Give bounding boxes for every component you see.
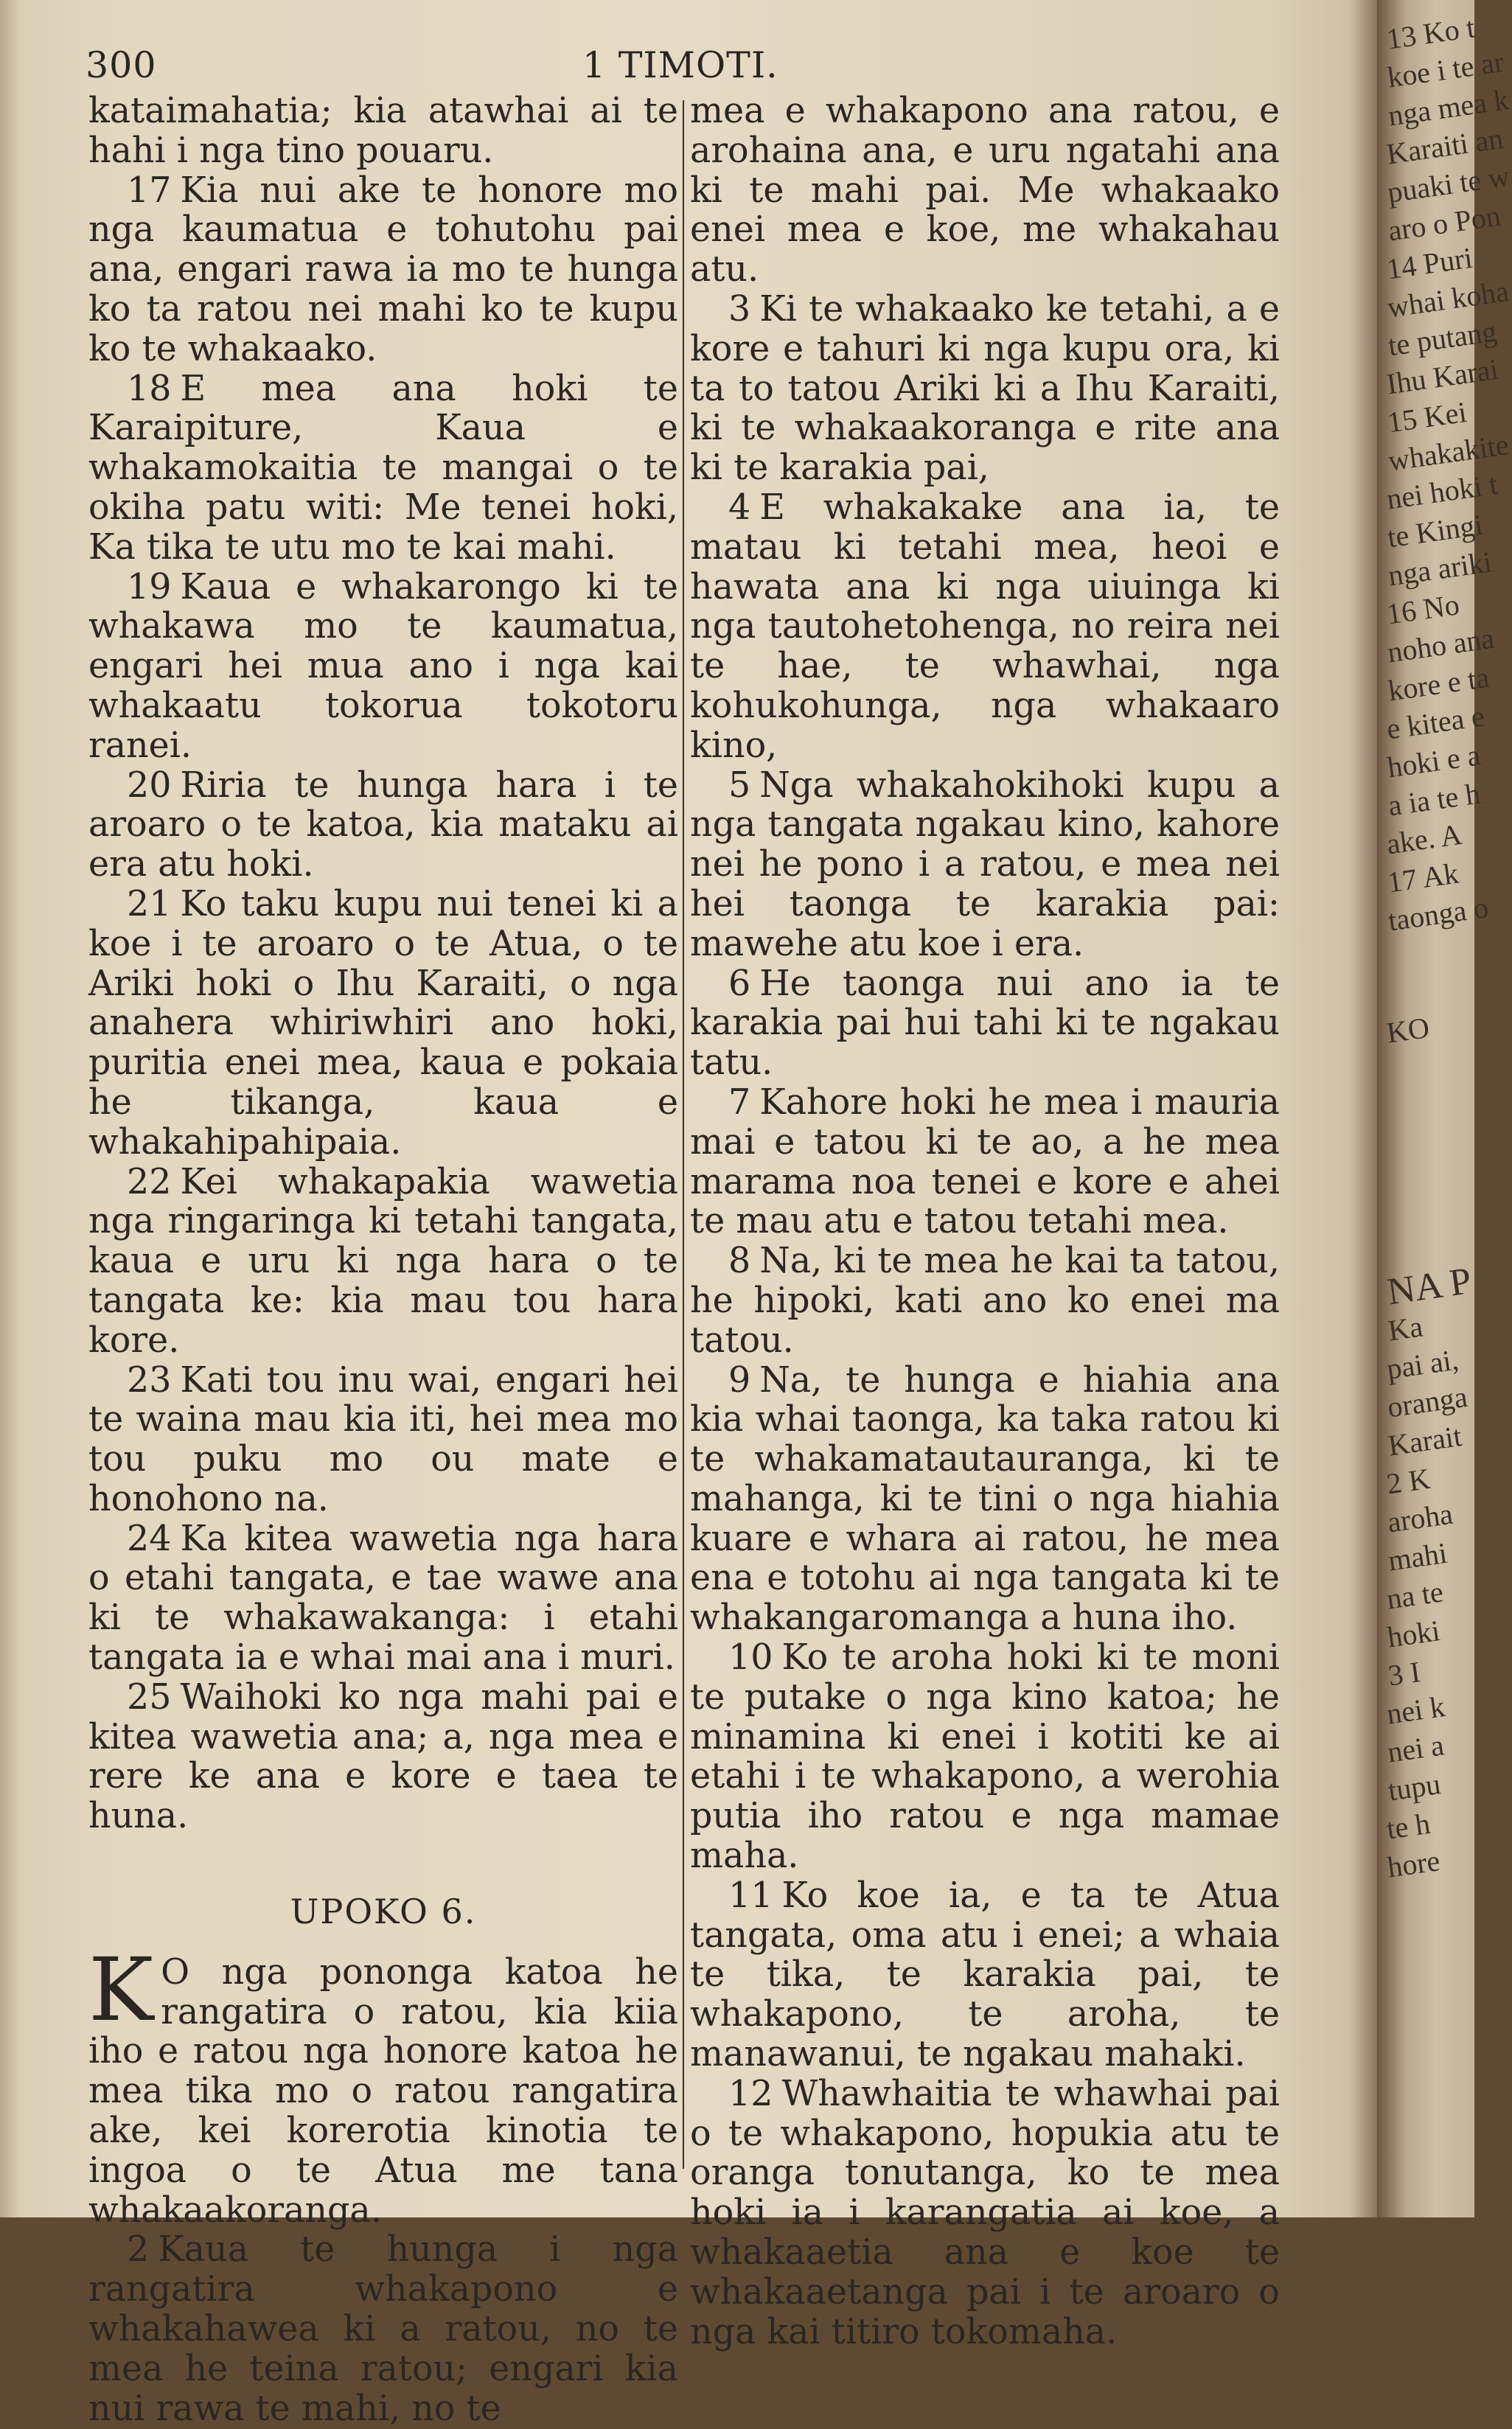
verse-18 (88, 369, 678, 568)
facing-page-edge (1377, 0, 1512, 2217)
facing-page-fragment: 17 Ak (1385, 856, 1461, 899)
chapter-verse-1-text: O nga pononga katoa he rangatira o ratou, kia kiia iho e ratou nga honore katoa he mea tika mo o ratou rangatira ake, kei korerotia kinotia te ingoa o te Atua me tana whakaakoranga. (88, 1951, 678, 2231)
verse-10 (690, 1638, 1280, 1876)
facing-page-fragment: pai ai, (1384, 1342, 1461, 1386)
verse-20 (88, 766, 678, 885)
right-column (690, 91, 1280, 2352)
facing-page-fragment: hoki e a (1385, 738, 1483, 784)
drop-cap: K (88, 1938, 154, 2041)
facing-page-fragment: Karait (1386, 1419, 1464, 1463)
verse-22 (88, 1163, 678, 1361)
verse-text: Kei whakapakia wawetia nga ringaringa ki tetahi tangata, kaua e uru ki nga hara o te tangata ke: kia mau tou hara kore. (88, 1161, 678, 1361)
chapter-verse-2-text: Kaua te hunga i nga rangatira whakapono e whakahawea ki a ratou, no te mea he teina ratou; engari kia nui rawa te mahi, no te (88, 2229, 678, 2429)
verse-text: E whakakake ana ia, te matau ki tetahi mea, heoi e hawata ana ki nga uiuinga ki nga tautohetohenga, no reira nei te hae, te whawhai, nga kohukohunga, nga whakaaro kino, (690, 487, 1280, 766)
verse-text: Ko koe ia, e ta te Atua tangata, oma atu i enei; a whaia te tika, te karakia pai, te whakapono, te aroha, te manawanui, te ngakau mahaki. (690, 1875, 1280, 2075)
gutter-shadow (1349, 0, 1377, 2217)
facing-page-fragment: 15 Kei (1385, 394, 1469, 439)
facing-page-fragment: kore e ta (1386, 660, 1491, 708)
facing-page-fragment: te h (1384, 1806, 1432, 1846)
facing-page-fragment: aroha (1385, 1496, 1455, 1539)
verse-3 (690, 290, 1280, 488)
verse-number: 23 (127, 1359, 172, 1401)
verse-number: 6 (728, 963, 751, 1004)
verse-text: Riria te hunga hara i te aroaro o te katoa, kia mataku ai era atu hoki. (88, 764, 678, 885)
verse-number: 25 (127, 1676, 172, 1718)
facing-page-fragment: ake. A (1384, 817, 1464, 861)
facing-page-fragment: e kitea e (1384, 699, 1487, 746)
verse-number: 9 (728, 1359, 751, 1401)
verse-9 (690, 1361, 1280, 1639)
facing-page-fragment: whai koha (1385, 273, 1511, 324)
facing-page-fragment: Ihu Karai (1384, 352, 1501, 401)
verse-number: 12 (728, 2073, 773, 2114)
verse-24 (88, 1519, 678, 1678)
verse-text: Na, te hunga e hiahia ana kia whai taonga, ka taka ratou ki te whakamatautauranga, ki te mahanga, ki te tini o nga hiahia kuare e whara ai ratou, he mea ena e totohu ai nga tangata ki te whakangaromanga a huna iho. (690, 1359, 1280, 1639)
verse-text: Kati tou inu wai, engari hei te waina mau kia iti, hei mea mo tou puku mo ou mate e honohono na. (88, 1359, 678, 1519)
verse-number: 22 (127, 1161, 172, 1202)
facing-page-fragment: koe i te ar (1385, 44, 1506, 94)
facing-page-fragment: puaki te w (1385, 158, 1512, 209)
facing-page-fragment: tupu (1386, 1767, 1443, 1808)
verse-number: 18 (127, 368, 172, 409)
facing-page-fragment: 14 Puri (1384, 240, 1474, 286)
verse-number: 4 (728, 487, 751, 528)
verse-number: 19 (127, 566, 172, 607)
page-number: 300 (86, 44, 157, 86)
facing-page-fragment: nei a (1385, 1728, 1446, 1769)
facing-page-fragment: noho ana (1385, 621, 1497, 669)
verse-number: 17 (127, 170, 172, 211)
facing-page-fragment: a ia te h (1386, 776, 1483, 823)
facing-page-fragment: 16 No (1384, 588, 1462, 631)
facing-page-fragment: 3 I (1386, 1654, 1423, 1693)
verse-text: Kaua e whakarongo ki te whakawa mo te kaumatua, engari hei mua ano i nga kai whakaatu tokorua tokotoru ranei. (88, 566, 678, 766)
verse-text: Ki te whakaako ke tetahi, a e kore e tahuri ki nga kupu ora, ki ta to tatou Ariki ki a Ihu Karaiti, ki te whakaakoranga e rite ana ki te karakia pai, (690, 288, 1280, 489)
facing-page-fragment: aro o Pon (1386, 198, 1503, 248)
verse-text: He taonga nui ano ia te karakia pai hui tahi ki te ngakau tatu. (690, 963, 1280, 1084)
facing-page-fragment: Karaiti an (1384, 121, 1505, 171)
verse-text: E mea ana hoki te Karaipiture, Kaua e whakamokaitia te mangai o te okiha patu witi: Me tenei hoki, Ka tika te utu mo te kai mahi. (88, 368, 678, 568)
verse-number: 7 (728, 1081, 751, 1123)
facing-page-fragment: 2 K (1384, 1461, 1432, 1501)
verse-text: Ko taku kupu nui tenei ki a koe i te aroaro o te Atua, o te Ariki hoki o Ihu Karaiti, o nga anahera whiriwhiri ano hoki, puritia enei mea, kaua e pokaia he tikanga, kaua e whakahipahipaia. (88, 883, 678, 1163)
verse-23 (88, 1361, 678, 1519)
right-continuation: mea e whakapono ana ratou, e arohaina ana, e uru ngatahi ana ki te mahi pai. Me whakaako enei mea e koe, me whakahau atu. (690, 91, 1280, 290)
verse-12 (690, 2074, 1280, 2352)
left-continuation: kataimahatia; kia atawhai ai te hahi i nga tino pouaru. (88, 91, 678, 171)
verse-number: 2 (127, 2229, 150, 2271)
facing-page-fragment: nei k (1384, 1690, 1447, 1731)
verse-text: Kia nui ake te honore mo nga kaumatua e tohutohu pai ana, engari rawa ia mo te hunga ko ta ratou nei mahi ko te kupu ko te whakaako. (88, 170, 678, 369)
facing-page-fragment: KO (1384, 1010, 1432, 1050)
verse-text: Kahore hoki he mea i mauria mai e tatou ki te ao, a he mea marama noa tenei e kore e ahei te mau atu e tatou tetahi mea. (690, 1081, 1280, 1242)
book-title: 1 TIMOTI. (582, 44, 778, 86)
facing-page-fragment: 13 Ko t (1384, 10, 1477, 56)
verse-number: 8 (728, 1241, 751, 1282)
verse-number: 24 (127, 1518, 172, 1559)
verse-text: Ka kitea wawetia nga hara o etahi tangata, e tae wawe ana ki te whakawakanga: i etahi tangata ia e whai mai ana i muri. (88, 1518, 678, 1679)
verse-19 (88, 568, 678, 766)
facing-page-fragment: taonga o (1386, 890, 1491, 938)
facing-page-fragment: NA P (1384, 1260, 1474, 1314)
verse-17 (88, 171, 678, 369)
facing-page-fragment: na te (1384, 1575, 1446, 1616)
verse-4 (690, 488, 1280, 766)
verse-21 (88, 885, 678, 1163)
facing-page-fragment: te putang (1386, 314, 1499, 363)
verse-text: Na, ki te mea he kai ta tatou, he hipoki, kati ano ko enei ma tatou. (690, 1241, 1280, 1361)
facing-page-fragment: mahi (1386, 1536, 1449, 1578)
verse-6 (690, 964, 1280, 1083)
verse-8 (690, 1241, 1280, 1360)
verse-7 (690, 1083, 1280, 1241)
chapter-verse-1 (88, 1938, 678, 2231)
chapter-verse-2 (88, 2230, 678, 2428)
right-verse-list (690, 290, 1280, 2352)
column-divider (683, 100, 684, 2169)
verse-number: 10 (728, 1637, 773, 1679)
facing-page-fragment: nga ariki (1386, 545, 1494, 593)
verse-5 (690, 766, 1280, 964)
facing-page-fragment: Ka (1386, 1309, 1425, 1348)
verse-11 (690, 1876, 1280, 2074)
facing-page-fragment: nei hoki t (1384, 467, 1500, 516)
verse-number: 3 (728, 288, 751, 330)
facing-page-fragment: oranga (1385, 1379, 1470, 1424)
verse-25 (88, 1678, 678, 1836)
verse-text: Nga whakahokihoki kupu a nga tangata ngakau kino, kahore nei he pono i a ratou, e mea nei hei taonga te karakia pai: mawehe atu koe i era. (690, 764, 1280, 964)
left-verse-list (88, 171, 678, 1836)
facing-page-fragment: te Kingi (1385, 507, 1485, 554)
facing-page-fragment: hore (1385, 1844, 1442, 1884)
verse-number: 11 (728, 1875, 773, 1916)
facing-page-fragment: whakakite (1386, 428, 1511, 478)
left-column (88, 91, 678, 2428)
verse-number: 21 (127, 883, 172, 924)
chapter-heading: UPOKO 6. (290, 1892, 477, 1932)
verse-number: 20 (127, 764, 172, 806)
verse-text: Waihoki ko nga mahi pai e kitea wawetia ana; a, nga mea e rere ke ana e kore e taea te huna. (88, 1676, 678, 1837)
running-header (0, 38, 1377, 90)
facing-page-fragment: nga mea k (1386, 83, 1511, 133)
verse-text: Ko te aroha hoki ki te moni te putake o nga kino katoa; he minamina ki enei i kotiti ke ai etahi i te whakapono, a werohia putia iho ratou e nga mamae maha. (690, 1637, 1280, 1877)
facing-page-fragment: hoki (1385, 1614, 1442, 1654)
verse-number: 5 (728, 764, 751, 806)
verse-text: Whawhaitia te whawhai pai o te whakapono, hopukia atu te oranga tonutanga, ko te mea hoki ia i karangatia ai koe, a whakaaetia ana e koe te whakaaetanga pai i te aroaro o nga kai titiro tokomaha. (690, 2073, 1280, 2352)
